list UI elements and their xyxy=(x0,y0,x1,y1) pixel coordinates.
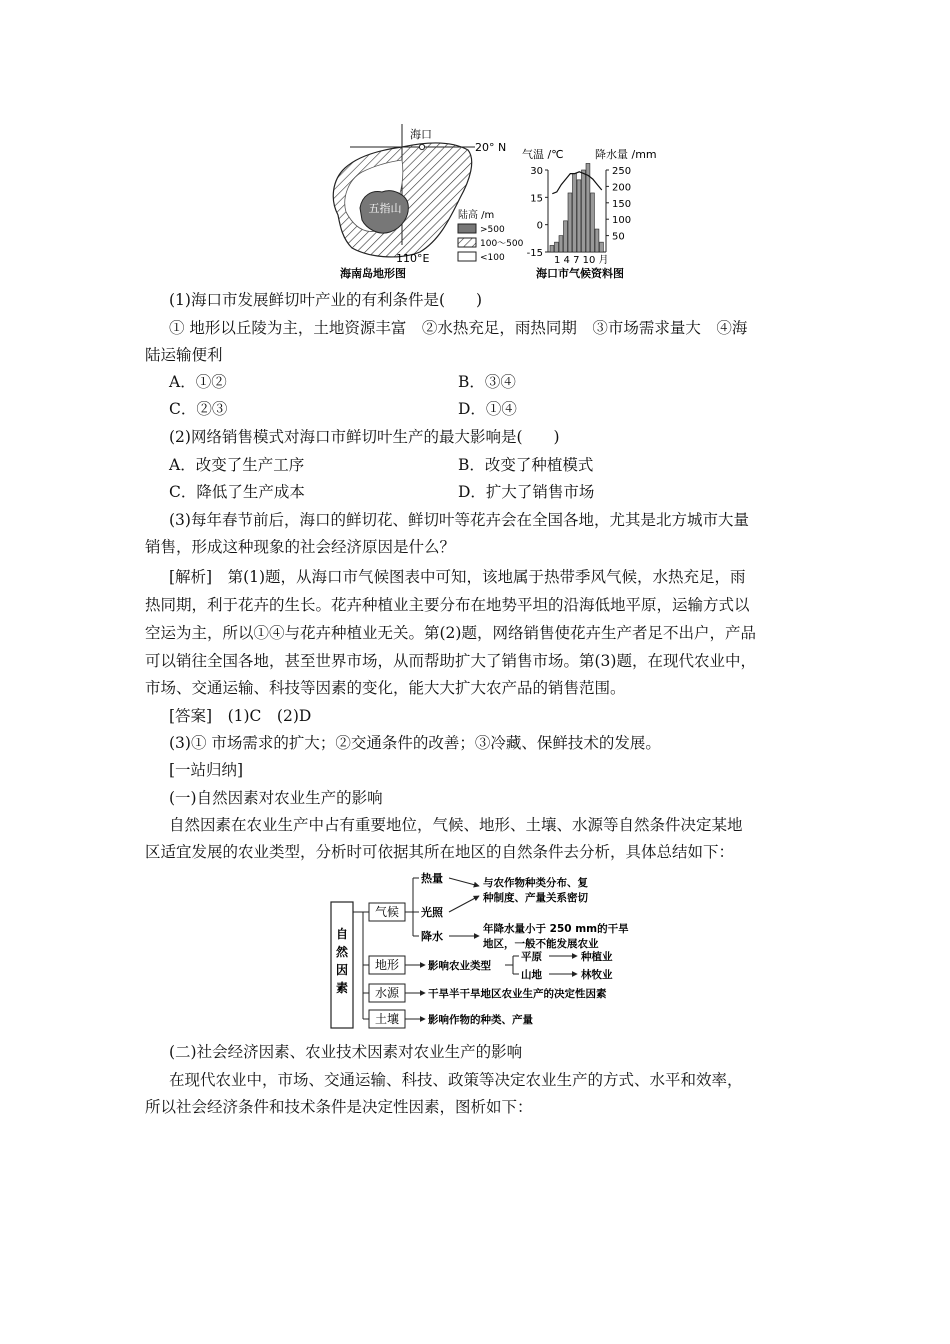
analysis-line3: 空运为主，所以①④与花卉种植业无关。第(2)题，网络销售使花卉生产者足不出户，产品 xyxy=(145,624,756,642)
legend-low: <100 xyxy=(480,253,505,263)
precip-tick-label: 100 xyxy=(612,215,632,227)
precip-tick-label: 200 xyxy=(612,182,632,194)
para1-line1: 自然因素在农业生产中占有重要地位，气候、地形、土壤、水源等自然条件决定某地 xyxy=(169,816,743,834)
precip-tick-label: 150 xyxy=(612,198,632,210)
plain-label: 平原 xyxy=(521,951,542,963)
precip-bar xyxy=(582,170,586,252)
temp-tick-label: 15 xyxy=(530,193,543,205)
section1-title: (一)自然因素对农业生产的影响 xyxy=(169,789,383,807)
analysis-line4: 可以销往全国各地，甚至世界市场，从而帮助扩大了销售市场。第(3)题，在现代农业中， xyxy=(145,652,756,670)
analysis-line2: 热同期，利于花卉的生长。花卉种植业主要分布在地势平坦的沿海低地平原，运输方式以 xyxy=(145,596,750,614)
lon-label: 110°E xyxy=(396,252,430,265)
root-char-4: 素 xyxy=(335,981,349,995)
terrain-box: 地形 xyxy=(374,958,400,972)
legend-mid: 100～500 xyxy=(480,239,524,249)
precip-bar xyxy=(550,245,554,252)
q1-options-line2: 陆运输便利 xyxy=(145,346,223,364)
precip-desc-1: 年降水量小于 250 mm的干旱 xyxy=(483,923,629,935)
climate-caption: 海口市气候资料图 xyxy=(536,267,624,280)
heat-label: 热量 xyxy=(421,872,443,885)
water-box: 水源 xyxy=(374,986,400,1000)
temp-axis-label: 气温 /℃ xyxy=(522,148,564,161)
precip-bar xyxy=(573,173,577,252)
answer-line2: (3)① 市场需求的扩大；②交通条件的改善；③冷藏、保鲜技术的发展。 xyxy=(169,734,661,752)
temp-tick-label: 30 xyxy=(530,166,543,177)
precip-label: 降水 xyxy=(421,930,443,943)
lat-label: 20° N xyxy=(475,141,507,154)
precip-tick-label: 250 xyxy=(612,166,632,177)
mountain-result: 林牧业 xyxy=(581,969,613,981)
water-desc: 干旱半干旱地区农业生产的决定性因素 xyxy=(428,988,607,1000)
month-axis-label: 1 4 7 10 月 xyxy=(554,255,609,266)
heat-light-desc-2: 种制度、产量关系密切 xyxy=(483,892,588,904)
heat-light-desc-1: 与农作物种类分布、复 xyxy=(483,877,588,889)
precip-tick-label: 50 xyxy=(612,231,625,243)
q1-stem: (1)海口市发展鲜切叶产业的有利条件是( ) xyxy=(169,291,483,309)
precip-bar xyxy=(591,193,595,252)
climate-box: 气候 xyxy=(374,905,400,919)
q2-option-a: A．改变了生产工序 xyxy=(169,456,305,474)
legend-title: 陆高 /m xyxy=(458,210,495,221)
legend-high: >500 xyxy=(480,225,505,235)
precip-bar xyxy=(555,242,559,252)
q1-options-line1: ① 地形以丘陵为主，土地资源丰富 ②水热充足，雨热同期 ③市场需求量大 ④海 xyxy=(169,319,748,337)
para2-line2: 所以社会经济条件和技术条件是决定性因素，图析如下： xyxy=(145,1098,533,1116)
climate-chart xyxy=(522,147,657,280)
q2-option-c: C．降低了生产成本 xyxy=(169,483,305,501)
section2-title: (二)社会经济因素、农业技术因素对农业生产的影响 xyxy=(169,1043,523,1061)
temp-tick-label: 0 xyxy=(536,220,543,232)
q1-option-a: A．①② xyxy=(169,373,227,391)
mountain-label: 五指山 xyxy=(368,202,402,215)
natural-factors-diagram xyxy=(325,868,665,1034)
analysis-line5: 市场、交通运输、科技等因素的变化，能大大扩大农产品的销售范围。 xyxy=(145,679,626,697)
para2-line1: 在现代农业中，市场、交通运输、科技、政策等决定农业生产的方式、水平和效率， xyxy=(169,1071,743,1089)
summary-title: [一站归纳] xyxy=(169,761,244,779)
q2-stem: (2)网络销售模式对海口市鲜切叶生产的最大影响是( ) xyxy=(169,428,560,446)
precip-bar xyxy=(568,193,572,252)
figure-top xyxy=(310,120,680,285)
answer-line1: [答案] (1)C (2)D xyxy=(169,707,312,725)
precip-bar xyxy=(564,221,568,252)
analysis-line1: [解析] 第(1)题，从海口市气候图表中可知，该地属于热带季风气候，水热充足，雨 xyxy=(169,568,746,586)
q1-option-c: C．②③ xyxy=(169,400,228,418)
root-char-2: 然 xyxy=(335,945,349,959)
city-label: 海口 xyxy=(410,128,432,141)
q1-option-d: D．①④ xyxy=(458,400,517,418)
light-label: 光照 xyxy=(421,906,443,919)
q3-line1: (3)每年春节前后，海口的鲜切花、鲜切叶等花卉会在全国各地，尤其是北方城市大量 xyxy=(169,511,749,529)
precip-bar xyxy=(559,236,563,252)
soil-box: 土壤 xyxy=(374,1012,400,1026)
q3-line2: 销售，形成这种现象的社会经济原因是什么？ xyxy=(145,538,456,556)
q2-option-d: D．扩大了销售市场 xyxy=(458,483,595,501)
plain-result: 种植业 xyxy=(581,951,613,963)
root-char-3: 因 xyxy=(335,963,349,977)
precip-bar xyxy=(600,242,604,252)
temp-tick-label: -15 xyxy=(526,248,543,259)
terrain-desc: 影响农业类型 xyxy=(428,960,491,972)
precip-desc-2: 地区，一般不能发展农业 xyxy=(483,938,599,950)
precip-bar xyxy=(577,180,581,252)
map-caption: 海南岛地形图 xyxy=(340,267,406,280)
precip-axis-label: 降水量 /mm xyxy=(595,148,657,161)
para1-line2: 区适宜发展的农业类型，分析时可依据其所在地区的自然条件去分析，具体总结如下： xyxy=(145,843,735,861)
q2-option-b: B．改变了种植模式 xyxy=(458,456,594,474)
q1-option-b: B．③④ xyxy=(458,373,516,391)
root-char-1: 自 xyxy=(335,927,349,941)
precip-bar xyxy=(595,229,599,252)
mountain-label-diagram: 山地 xyxy=(521,969,542,981)
soil-desc: 影响作物的种类、产量 xyxy=(428,1014,533,1026)
